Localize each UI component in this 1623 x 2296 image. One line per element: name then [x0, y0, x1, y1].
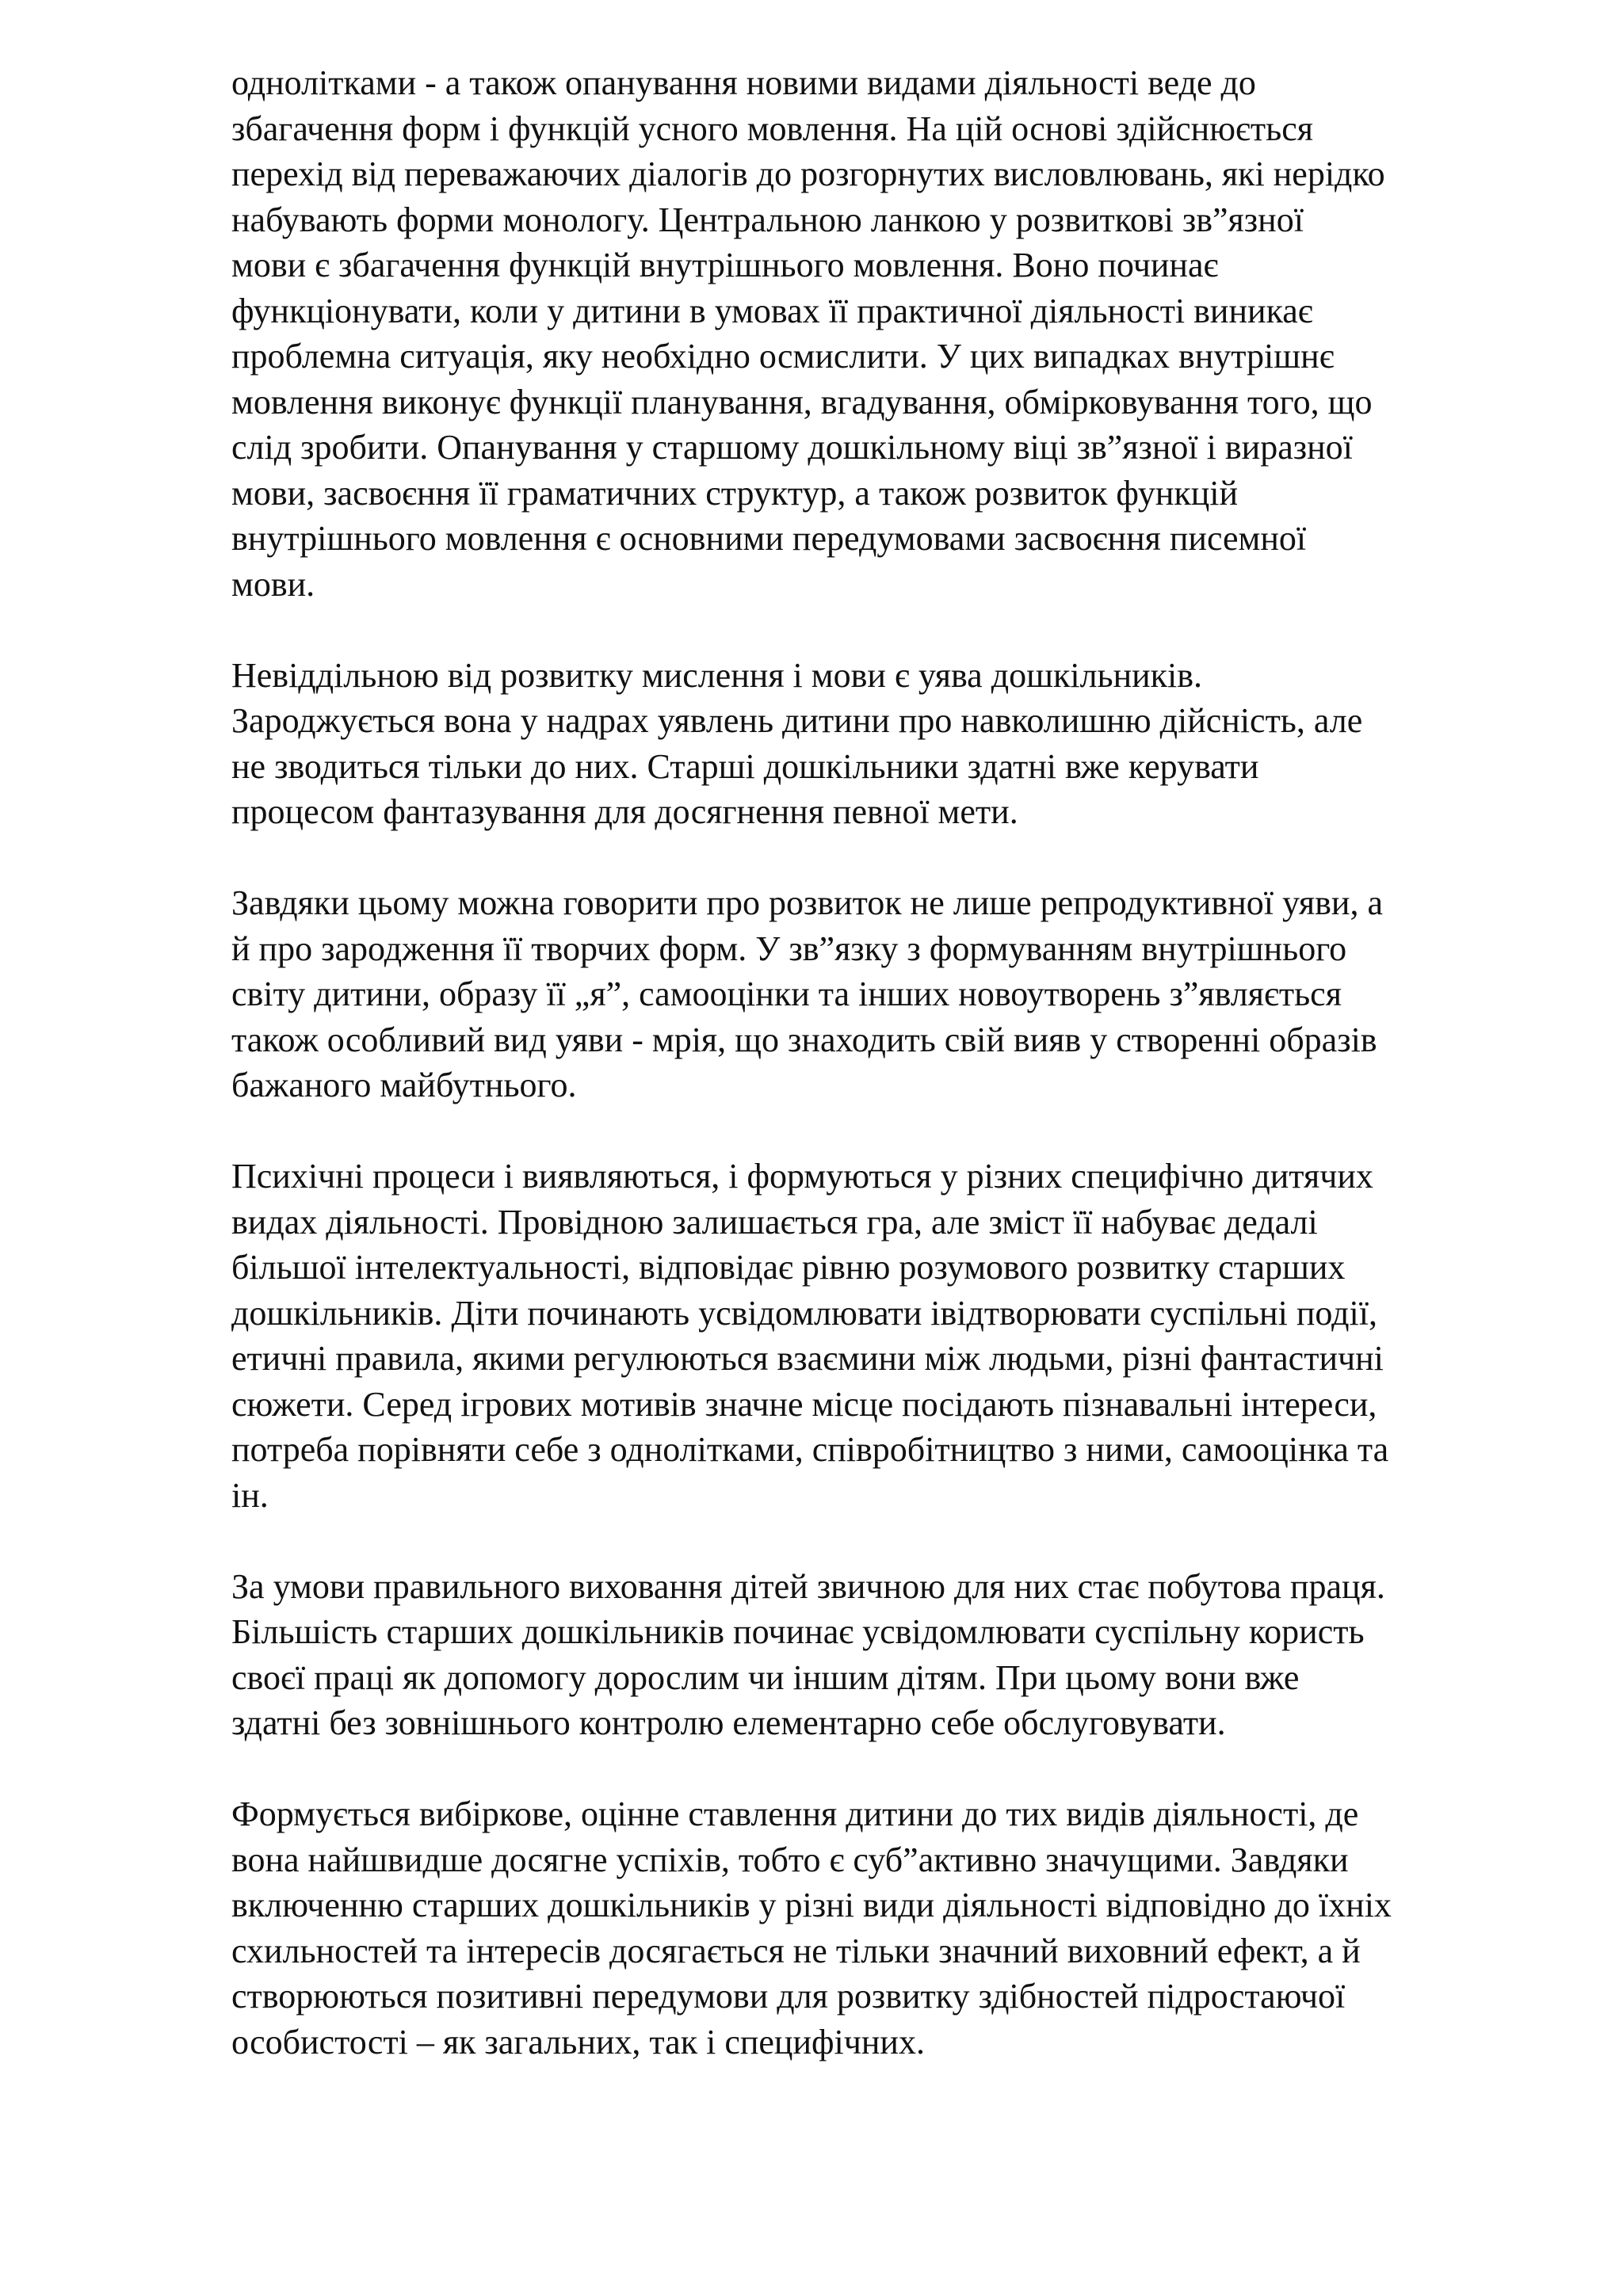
- text-line: вона найшвидше досягне успіхів, тобто є суб”активно значущими. Завдяки: [231, 1840, 1349, 1879]
- text-line: проблемна ситуація, яку необхідно осмислити. У цих випадках внутрішнє: [231, 337, 1335, 376]
- paragraph-speech-development: [231, 60, 1515, 607]
- paragraph-play-activity: [231, 1154, 1515, 1518]
- text-line: Невіддільною від розвитку мислення і мови є уява дошкільників.: [231, 655, 1203, 695]
- text-line: За умови правильного виховання дітей звичною для них стає побутова праця.: [231, 1566, 1385, 1606]
- text-line: Завдяки цьому можна говорити про розвиток не лише репродуктивної уяви, а: [231, 883, 1383, 922]
- text-line: внутрішнього мовлення є основними передумовами засвоєння писемної: [231, 519, 1307, 558]
- text-line: процесом фантазування для досягнення певної мети.: [231, 792, 1018, 831]
- text-line: особистості – як загальних, так і специфічних.: [231, 2022, 925, 2061]
- text-line: етичні правила, якими регулюються взаємини між людьми, різні фантастичні: [231, 1339, 1384, 1378]
- paragraph-creative-imagination: [231, 880, 1515, 1108]
- paragraph-selective-attitude: [231, 1791, 1515, 2065]
- text-line: також особливий вид уяви - мрія, що знаходить свій вияв у створенні образів: [231, 1020, 1377, 1059]
- text-line: здатні без зовнішнього контролю елементарно себе обслуговувати.: [231, 1703, 1226, 1742]
- text-line: перехід від переважаючих діалогів до розгорнутих висловлювань, які нерідко: [231, 154, 1385, 193]
- text-line: мовлення виконує функції планування, вгадування, обмірковування того, що: [231, 382, 1373, 421]
- text-line: не зводиться тільки до них. Старші дошкільники здатні вже керувати: [231, 746, 1259, 786]
- text-line: набувають форми монологу. Центральною ланкою у розвиткові зв”язної: [231, 200, 1304, 239]
- text-line: слід зробити. Опанування у старшому дошкільному віці зв”язної і виразної: [231, 428, 1353, 467]
- text-line: Зароджується вона у надрах уявлень дитини про навколишню дійсність, але: [231, 701, 1363, 740]
- text-line: Психічні процеси і виявляються, і формуються у різних специфічно дитячих: [231, 1157, 1373, 1196]
- text-line: Формується вибіркове, оцінне ставлення дитини до тих видів діяльності, де: [231, 1794, 1359, 1833]
- text-line: Більшість старших дошкільників починає усвідомлювати суспільну користь: [231, 1612, 1365, 1651]
- text-line: й про зародження її творчих форм. У зв”язку з формуванням внутрішнього: [231, 929, 1347, 968]
- paragraph-household-work: [231, 1564, 1515, 1746]
- document-body: [231, 60, 1515, 2065]
- text-line: бажаного майбутнього.: [231, 1066, 577, 1104]
- text-line: потреба порівняти себе з однолітками, співробітництво з ними, самооцінка та: [231, 1430, 1389, 1469]
- text-line: функціонувати, коли у дитини в умовах її практичної діяльності виникає: [231, 291, 1313, 330]
- text-line: видах діяльності. Провідною залишається гра, але зміст її набуває дедалі: [231, 1202, 1318, 1241]
- text-line: мови є збагачення функцій внутрішнього мовлення. Воно починає: [231, 246, 1219, 284]
- text-line: своєї праці як допомогу дорослим чи іншим дітям. При цьому вони вже: [231, 1657, 1300, 1697]
- text-line: мови.: [231, 564, 315, 604]
- text-line: більшої інтелектуальності, відповідає рівню розумового розвитку старших: [231, 1248, 1346, 1287]
- text-line: створюються позитивні передумови для розвитку здібностей підростаючої: [231, 1977, 1346, 2016]
- text-line: схильностей та інтересів досягається не тільки значний виховний ефект, а й: [231, 1931, 1361, 1970]
- text-line: включенню старших дошкільників у різні види діяльності відповідно до їхніх: [231, 1886, 1392, 1924]
- text-line: збагачення форм і функцій усного мовлення. На цій основі здійснюється: [231, 109, 1313, 148]
- text-line: сюжети. Серед ігрових мотивів значне місце посідають пізнавальні інтереси,: [231, 1384, 1377, 1424]
- text-line: мови, засвоєння її граматичних структур, а також розвиток функцій: [231, 473, 1239, 513]
- text-line: ін.: [231, 1475, 269, 1515]
- text-line: світу дитини, образу її „я”, самооцінки та інших новоутворень з”являється: [231, 974, 1342, 1013]
- text-line: дошкільників. Діти починають усвідомлювати івідтворювати суспільні події,: [231, 1293, 1377, 1333]
- text-line: однолітками - а також опанування новими видами діяльності веде до: [231, 63, 1256, 102]
- paragraph-imagination: [231, 653, 1515, 835]
